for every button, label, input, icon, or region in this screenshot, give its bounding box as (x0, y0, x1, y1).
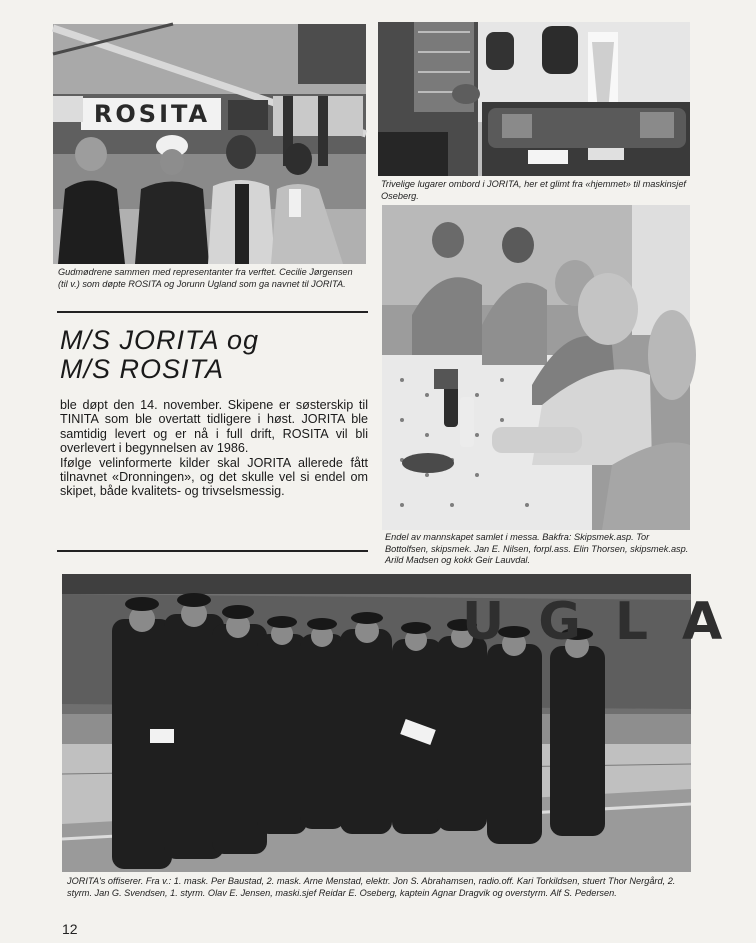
caption-officers: JORITA's offiserer. Fra v.: 1. mask. Per Baustad, 2. mask. Arne Menstad, elektr. Jon S. Abrahamsen, radio.off. Kari Torkildsen, stuert Thor Nergård, 2. styrm. Jan G. Svendsen, 1. styrm. Olav E. Jensen, maski.sjef Reidar E. Oseberg, kaptein Agnar Dragvik og overstyrm. Alf S. Pedersen. (67, 876, 676, 898)
rule-bottom (57, 550, 368, 552)
page-number: 12 (62, 921, 78, 937)
rule-top (57, 311, 368, 313)
article-paragraph: Ifølge velinformerte kilder skal JORITA allerede fått tilnavnet «Dronningen», og det skulle vel si endel om skipet, både kvalitets- og trivselsmessig. (60, 455, 368, 499)
photo-godmothers (53, 24, 366, 264)
article-body (60, 398, 368, 499)
ship-hull-lettering: UGLA (462, 592, 756, 652)
caption-mess: Endel av mannskapet samlet i messa. Bakfra: Skipsmek.asp. Tor Bottolfsen, skipsmek. Jan E. Nilsen, forpl.ass. Elin Thorsen, skipsmek.asp. Arild Madsen og kokk Geir Lauvdal. (385, 532, 689, 566)
article-title-line1: M/S JORITA og (60, 325, 260, 355)
caption-cabin: Trivelige lugarer ombord i JORITA, her et glimt fra «hjemmet» til maskinsjef Oseberg. (381, 179, 686, 201)
rosita-sign: ROSITA (93, 100, 211, 128)
caption-godmothers: Gudmødrene sammen med representanter fra verftet. Cecilie Jørgensen (til v.) som døpte ROSITA og Jorunn Ugland som ga navnet til JORITA. (58, 267, 353, 289)
photo-mess (382, 205, 690, 530)
photo-officers (62, 574, 756, 872)
article-title (60, 326, 360, 384)
photo-cabin (378, 22, 690, 176)
article-paragraph: ble døpt den 14. november. Skipene er søsterskip til TINITA som ble overtatt tidligere i høst. JORITA ble samtidig levert og er nå i full drift, ROSITA vil bli overlevert i begynnelsen av 1986. (60, 398, 368, 456)
article-title-line2: M/S ROSITA (60, 354, 225, 384)
